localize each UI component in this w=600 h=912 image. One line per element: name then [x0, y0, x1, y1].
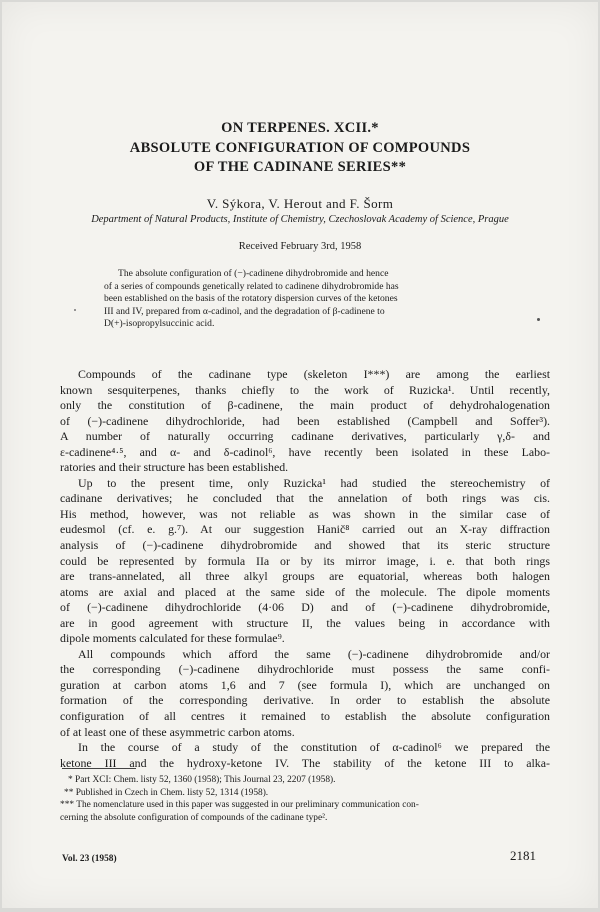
body-line: of (−)-cadinene dihydrochloride (4·06 D) and of (−)-cadinene dihydrobromide, [60, 600, 550, 615]
authors: V. Sýkora, V. Herout and F. Šorm [206, 196, 394, 211]
body-line: In the course of a study of the constitution of α-cadinol⁶ we prepared the [78, 740, 550, 755]
body-line: All compounds which afford the same (−)-cadinene dihydrobromide and/or [78, 646, 550, 661]
abstract-line: The absolute configuration of (−)-cadinene dihydrobromide and hence [118, 268, 389, 279]
title-line-2: ABSOLUTE CONFIGURATION OF COMPOUNDS [129, 140, 471, 156]
body-line: configuration of all centres it remained to establish the absolute configuration [60, 709, 550, 724]
body-line: of (−)-cadinene dihydrochloride, had been established (Campbell and Soffer³). [60, 413, 550, 428]
title-line-3: OF THE CADINANE SERIES** [193, 159, 407, 175]
abstract-line: III and IV, prepared from α-cadinol, and the degradation of β-cadinene to [104, 305, 385, 317]
title-line-1: ON TERPENES. XCII.* [221, 120, 379, 136]
body-line: of at least one of these asymmetric carbon atoms. [60, 724, 295, 739]
body-line: could be represented by formula IIa or by its mirror image, i. e. that both rings [60, 553, 550, 568]
abstract-line: D(+)-isopropylsuccinic acid. [104, 318, 215, 329]
body-line: cadinane derivatives; he concluded that the annelation of both rings was cis. [60, 491, 550, 506]
body-text [60, 367, 550, 771]
footnote-rule [62, 768, 136, 769]
body-line: Compounds of the cadinane type (skeleton I***) are among the earliest [78, 367, 550, 381]
body-line: ketone III and the hydroxy-ketone IV. The stability of the ketone III to alka- [60, 755, 550, 770]
body-line: only the constitution of β-cadinene, the main product of dehydrohalogenation [60, 398, 550, 413]
footnote: ** Published in Czech in Chem. listy 52, 1314 (1958). [64, 787, 269, 798]
body-line: Up to the present time, only Ruzicka¹ had studied the stereochemistry of [78, 475, 550, 490]
body-line: ε-cadinene⁴·⁵, and α- and δ-cadinol⁶, have recently been isolated in these Labo- [60, 444, 550, 459]
footnote: cerning the absolute configuration of compounds of the cadinane type². [60, 812, 328, 823]
speck-mark [537, 318, 540, 321]
speck-mark [74, 309, 76, 311]
body-line: guration at carbon atoms 1,6 and 7 (see formula I), which are unchanged on [60, 677, 550, 692]
body-line: dipole moments calculated for these formulae⁹. [60, 631, 285, 646]
body-line: atoms are axial and placed at the same side of the molecule. The dipole moments [60, 584, 550, 599]
abstract-line: been established on the basis of the rotatory dispersion curves of the ketones [104, 293, 398, 304]
abstract [104, 268, 523, 331]
footnotes [60, 774, 548, 824]
body-line: are trans-annelated, all three alkyl groups are equatorial, whereas both halogen [60, 569, 550, 584]
page-number: 2181 [510, 848, 536, 863]
department: Department of Natural Products, Institute of Chemistry, Czechoslovak Academy of Science, Prague [91, 214, 509, 225]
body-line: analysis of (−)-cadinene dihydrobromide and showed that its steric structure [60, 538, 550, 553]
footnote: *** The nomenclature used in this paper was suggested in our preliminary communication con- [60, 800, 419, 811]
body-line: A number of naturally occurring cadinane derivatives, particularly γ,δ- and [60, 429, 550, 444]
body-line: the corresponding (−)-cadinene dihydrochloride must possess the same confi- [60, 662, 550, 677]
body-line: eudesmol (cf. e. g.⁷). At our suggestion Hanič⁸ carried out an X-ray diffraction [60, 522, 550, 537]
abstract-line: of a series of compounds genetically related to cadinene dihydrobromide has [104, 280, 399, 292]
paper-page [2, 2, 598, 908]
body-line: known sesquiterpenes, thanks chiefly to the work of Ruzicka¹. Until recently, [60, 382, 550, 397]
body-line: His method, however, was not reliable as was shown in the similar case of [60, 506, 550, 521]
body-line: ratories and their structure has been established. [60, 460, 289, 475]
footnote: * Part XCI: Chem. listy 52, 1360 (1958); This Journal 23, 2207 (1958). [68, 775, 336, 785]
body-line: are in good agreement with structure II, the values being in accordance with [60, 615, 550, 630]
volume-label: Vol. 23 (1958) [62, 854, 117, 864]
body-line: formation of the corresponding derivative. In order to establish the absolute [60, 693, 550, 708]
received-date: Received February 3rd, 1958 [238, 241, 362, 252]
